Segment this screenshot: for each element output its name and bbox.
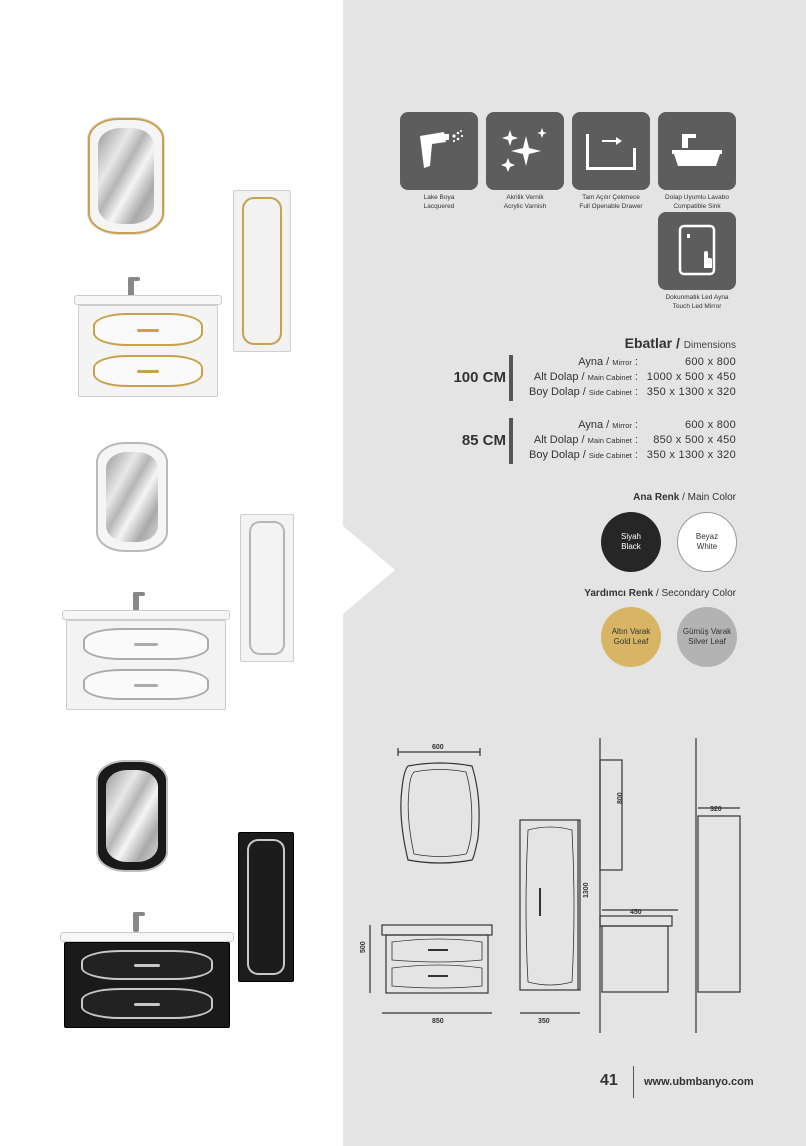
spray-gun-icon	[400, 112, 478, 190]
main-color-title: Ana Renk / Main Color	[633, 492, 736, 503]
dim-row-mirror: Ayna / Mirror : 600 x 800	[578, 419, 736, 431]
sink-top	[62, 610, 230, 620]
main-cabinet	[66, 620, 226, 710]
side-cabinet	[238, 832, 294, 982]
label-cabinet-height: 500	[360, 941, 367, 953]
side-cabinet	[240, 514, 294, 662]
label-column-height: 1300	[583, 882, 590, 898]
page-number: 41	[600, 1072, 618, 1089]
mirror	[96, 760, 168, 872]
sink-top	[74, 295, 222, 305]
drawer-open-icon	[572, 112, 650, 190]
technical-drawings	[360, 738, 780, 1038]
feature-lacquered: Lake Boya Lacquered	[400, 112, 478, 211]
dim-row-main-cabinet: Alt Dolap / Main Cabinet : 850 x 500 x 450	[533, 434, 736, 446]
sink-icon	[658, 112, 736, 190]
secondary-color-title: Yardımcı Renk / Secondary Color	[584, 588, 736, 599]
faucet	[133, 592, 139, 612]
label-mirror-side: 800	[617, 792, 624, 804]
swatch-white: Beyaz White	[677, 512, 737, 572]
touch-mirror-icon	[658, 212, 736, 290]
faucet	[133, 912, 139, 932]
side-cabinet	[233, 190, 291, 352]
swatch-black: Siyah Black	[601, 512, 661, 572]
size-label: 85 CM	[461, 432, 506, 449]
label-cabinet-width: 850	[432, 1018, 444, 1025]
label-column-depth: 320	[710, 806, 722, 813]
size-label: 100 CM	[453, 369, 506, 386]
main-cabinet	[78, 305, 218, 397]
label-mirror-width: 600	[432, 744, 444, 751]
technical-drawing-svg	[360, 738, 780, 1038]
dimension-set-85	[420, 418, 736, 464]
dim-row-main-cabinet: Alt Dolap / Main Cabinet : 1000 x 500 x 450	[533, 371, 736, 383]
feature-touch-mirror: Dokunmatik Led Ayna Touch Led Mirror	[658, 212, 736, 311]
dimension-set-100	[420, 355, 736, 401]
swatch-silver-leaf: Gümüş Varak Silver Leaf	[677, 607, 737, 667]
label-cabinet-depth: 450	[630, 909, 642, 916]
dimensions-title: Ebatlar / Dimensions	[624, 335, 736, 351]
footer-divider	[633, 1066, 634, 1098]
feature-acrylic: Akrilik Vernik Acrylic Varnish	[486, 112, 564, 211]
website-link[interactable]: www.ubmbanyo.com	[644, 1076, 754, 1088]
dim-row-side-cabinet: Boy Dolap / Side Cabinet : 350 x 1300 x 320	[528, 386, 736, 398]
faucet	[128, 277, 134, 297]
feature-sink: Dolap Uyumlu Lavabo Compatible Sink	[658, 112, 736, 211]
sparkle-icon	[486, 112, 564, 190]
label-column-width: 350	[538, 1018, 550, 1025]
dim-row-mirror: Ayna / Mirror : 600 x 800	[578, 356, 736, 368]
dim-row-side-cabinet: Boy Dolap / Side Cabinet : 350 x 1300 x 320	[528, 449, 736, 461]
swatch-gold-leaf: Altın Varak Gold Leaf	[601, 607, 661, 667]
sink-top	[60, 932, 234, 942]
panel-arrow	[343, 526, 395, 614]
mirror	[88, 118, 164, 234]
main-cabinet	[64, 942, 230, 1028]
feature-drawer: Tam Açılır Çekmece Full Openable Drawer	[572, 112, 650, 211]
mirror	[96, 442, 168, 552]
